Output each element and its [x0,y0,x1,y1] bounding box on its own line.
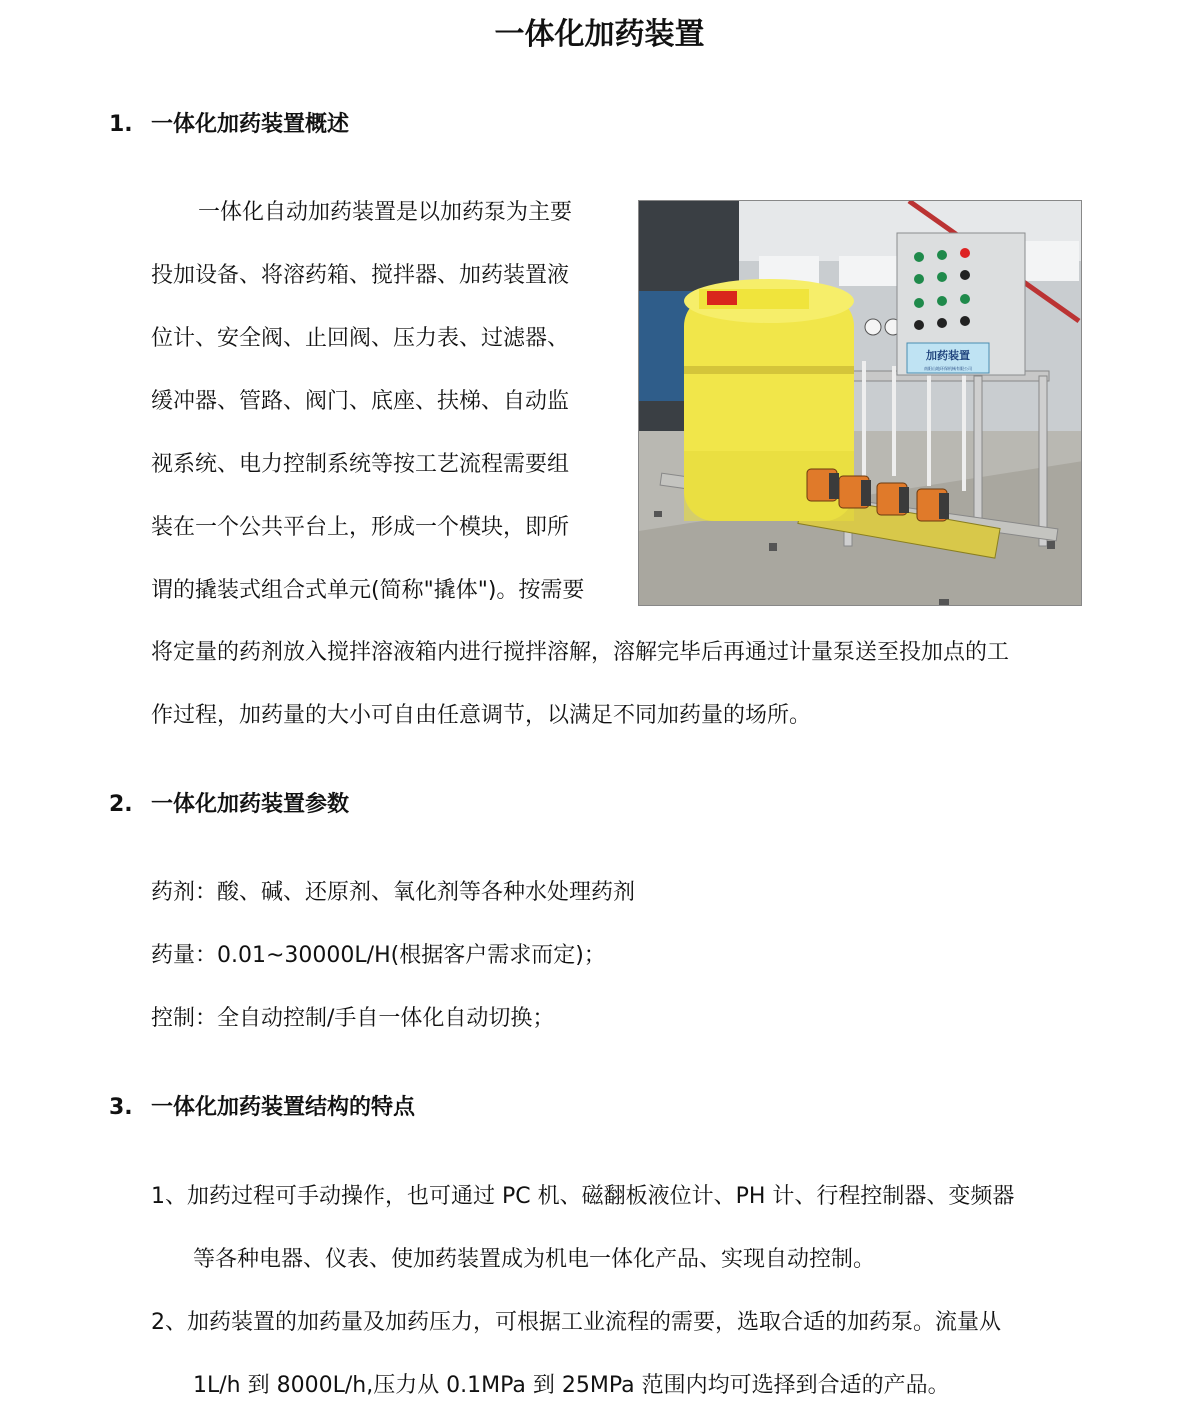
section-title: 一体化加药装置参数 [151,792,350,817]
section-heading-features [109,1093,415,1123]
paragraph-line: 视系统、电力控制系统等按工艺流程需要组 [151,452,570,477]
paragraph-line: 作过程，加药量的大小可自由任意调节，以满足不同加药量的场所。 [151,703,812,728]
paragraph-line: 将定量的药剂放入搅拌溶液箱内进行搅拌溶解，溶解完毕后再通过计量泵送至投加点的工 [151,640,1010,665]
feature-line: 2、加药装置的加药量及加药压力，可根据工业流程的需要，选取合适的加药泵。流量从 [151,1310,1001,1335]
section-title: 一体化加药装置概述 [151,112,350,137]
section-number: 2. [109,792,133,817]
feature-line: 1、加药过程可手动操作，也可通过 PC 机、磁翻板液位计、PH 计、行程控制器、变频器 [151,1184,1015,1209]
paragraph-line: 一体化自动加药装置是以加药泵为主要 [198,200,573,225]
feature-line: 1L/h 到 8000L/h,压力从 0.1MPa 到 25MPa 范围内均可选择到合适的产品。 [193,1373,950,1398]
paragraph-line: 装在一个公共平台上，形成一个模块，即所 [151,515,570,540]
panel-label: 加药装置 [926,349,970,362]
section-title: 一体化加药装置结构的特点 [151,1095,416,1120]
param-control: 控制：全自动控制/手自一体化自动切换； [151,1006,555,1031]
paragraph-line: 投加设备、将溶药箱、搅拌器、加药装置液 [151,263,570,288]
section-number: 1. [109,112,133,137]
dosing-device-photo [638,200,1082,606]
paragraph-line: 位计、安全阀、止回阀、压力表、过滤器、 [151,326,570,351]
section-heading-parameters [109,790,349,820]
page-title: 一体化加药装置 [494,17,705,52]
panel-sublabel: 南阳山地环保机械有限公司 [924,366,972,371]
param-dosage: 药量：0.01~30000L/H(根据客户需求而定)； [151,943,606,968]
paragraph-line: 谓的撬装式组合式单元(简称"撬体")。按需要 [151,578,585,603]
param-chemicals: 药剂：酸、碱、还原剂、氧化剂等各种水处理药剂 [151,880,636,905]
feature-line: 等各种电器、仪表、使加药装置成为机电一体化产品、实现自动控制。 [193,1247,876,1272]
paragraph-line: 缓冲器、管路、阀门、底座、扶梯、自动监 [151,389,570,414]
section-heading-overview [109,110,349,140]
section-number: 3. [109,1095,133,1120]
